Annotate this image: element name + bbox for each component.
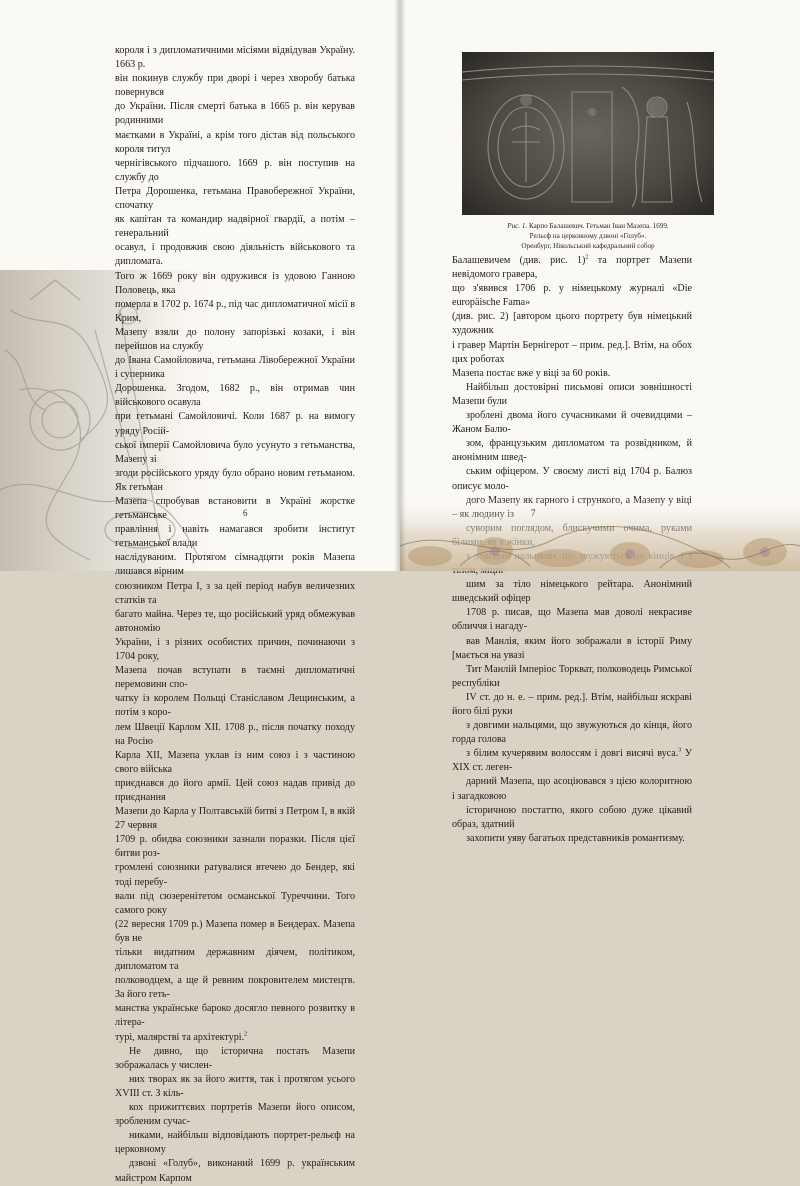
page-number-right: 7	[531, 508, 536, 518]
text-line: померла в 1702 р. 1674 р., під час дипломатичної місії в Крим,	[115, 298, 355, 324]
text-line	[452, 691, 692, 719]
text-line	[452, 409, 692, 437]
text-line: никами, найбільш відповідають портрет-рельєф на церковному	[115, 1130, 355, 1156]
text-line: чатку із королем Польщі Станіславом Лещинським, а потім з коро-	[115, 693, 355, 719]
text-line-content: шим за тіло німецького рейтара. Анонімний шведський офіцер	[452, 579, 692, 605]
text-line: маєтками в Україні, а крім того дістав від польського короля титул	[115, 129, 355, 155]
text-line: кох прижиттєвих портретів Мазепи його описом, зробленим сучас-	[115, 1102, 355, 1128]
footnote-mark: 2	[585, 254, 589, 261]
text-line	[452, 254, 692, 282]
text-line-content: дарний Мазепа, що асоціювався з цією колоритною і загадковою	[452, 776, 692, 802]
text-line-content: IV ст. до н. е. – прим. ред.]. Втім, найбільш яскраві його білі руки	[452, 691, 692, 717]
text-line-content: зроблені двома його сучасниками й очевидцями – Жаном Балю-	[452, 410, 692, 436]
text-line-content: Найбільш достовірні письмові описи зовнішності Мазепи були	[452, 381, 692, 407]
text-line: при гетьмані Самойловичі. Коли 1687 р. на вимогу уряду Росій-	[115, 411, 355, 437]
left-page	[0, 0, 400, 1184]
text-line: згоди російського уряду було обрано новим гетьманом. Як гетьман	[115, 467, 355, 493]
text-line: полководцем, а ще й ревним покровителем мистецтв. За його геть-	[115, 975, 355, 1001]
text-line	[452, 747, 692, 775]
text-line	[452, 804, 692, 832]
text-line: Карла XII, Мазепа уклав із ним союз і з частиною свого війська	[115, 749, 355, 775]
text-line: Петра Дорошенка, гетьмана Правобережної України, спочатку	[115, 185, 355, 212]
text-line: манства українське бароко досягло певного розвитку в літера-	[115, 1003, 355, 1029]
text-line-content: з довгими нальцями, що звужуються до кінця, його горда голова	[452, 720, 692, 746]
left-paragraph-2	[115, 1045, 355, 1186]
text-line	[115, 1031, 355, 1045]
text-line: і гравер Мартін Бернігерот – прим. ред.]. Втім, на обох цих роботах	[452, 339, 692, 365]
left-body-text	[115, 44, 355, 1186]
caption-line-3: Оренбург, Нікольський кафедральний собор	[521, 242, 655, 250]
text-line: наслідуваним. Протягом сімнадцяти років Мазепа лишався вірним	[115, 552, 355, 578]
text-line: Мазепа почав вступати в таємні дипломатичні перемовини спо-	[115, 665, 355, 691]
left-paragraph-1	[115, 44, 355, 1045]
text-line: що з'явився 1706 р. у німецькому журналі «Die europäische Fama»	[452, 283, 692, 309]
text-line: (22 вересня 1709 р.) Мазепа помер в Бендерах. Мазепа був не	[115, 918, 355, 944]
text-line	[452, 606, 692, 634]
text-line-content: 1708 р. писав, що Мазепа мав доволі некрасиве обличчя і нагаду-	[452, 607, 692, 633]
text-line: вали під сюзеренітетом османської Туреччини. Того самого року	[115, 890, 355, 916]
text-line	[452, 663, 692, 691]
text-line	[452, 381, 692, 409]
text-line: короля і з дипломатичними місіями відвідував Україну. 1663 р.	[115, 45, 355, 71]
text-line: ської імперії Самойловича було усунуто з гетьманства, Мазепу зі	[115, 439, 355, 465]
text-line	[452, 635, 692, 663]
text-line	[452, 719, 692, 747]
book-gutter	[394, 0, 406, 571]
text-line: Мазепи до Карла у Полтавській битві з Петром І, в якій 27 червня	[115, 806, 355, 832]
text-line	[452, 775, 692, 803]
footnote-mark: 3	[678, 747, 682, 754]
text-line: до України. Після смерті батька в 1665 р. він керував родинними	[115, 101, 355, 127]
text-line-content: турі, малярстві та архітектурі.	[115, 1031, 245, 1043]
text-line: громлені союзники ратувалися втечею до Бендер, які тоді перебу-	[115, 862, 355, 888]
text-line: як капітан та командир надвірної гвардії, а потім – генеральний	[115, 214, 355, 240]
text-line-content: захопити уяву багатьох представників романтизму.	[466, 832, 685, 844]
text-line: (див. рис. 2) [автором цього портрету був німецький художник	[452, 311, 692, 337]
text-line: Не дивно, що історична постать Мазепи зображалась у числен-	[115, 1045, 355, 1071]
text-line: до Івана Самойловича, гетьмана Лівобережної України і суперника	[115, 355, 355, 381]
text-line	[452, 578, 692, 606]
text-line: 1709 р. обидва союзники зазнали поразки. Після цієї битви роз-	[115, 834, 355, 860]
text-line: Мазепа спробував встановити в Україні жорстке гетьманське	[115, 496, 355, 522]
text-line: Мазепу взяли до полону запорізькі козаки, і він перейшов на службу	[115, 326, 355, 352]
text-line: лем Швеції Карлом XII. 1708 р., після початку походу на Росію	[115, 721, 355, 747]
text-line: правління і навіть намагався зробити інститут гетьманської влади	[115, 524, 355, 550]
right-page	[400, 0, 800, 844]
text-line: тільки видатним державним діячем, політиком, дипломатом та	[115, 947, 355, 973]
text-line: України, і з різних особистих причин, починаючи з 1704 року,	[115, 636, 355, 663]
text-line: Мазепа постає вже у віці за 60 років.	[452, 367, 611, 379]
text-line-content: з білим кучерявим волоссям і довгі висячі вуса.	[466, 748, 679, 760]
right-paragraph-2	[452, 381, 692, 846]
bell-relief-icon	[462, 52, 714, 215]
text-line: Дорошенка. Згодом, 1682 р., він отримав чин військового осавула	[115, 383, 355, 409]
text-line-content: вав Манлія, яким його зображали в історії Риму [мається на увазі	[452, 635, 692, 661]
text-line-content: Тит Манлій Імперіос Торкват, полководець Римської республіки	[452, 663, 692, 689]
right-paragraph-1	[452, 254, 692, 381]
figure-caption	[452, 221, 724, 251]
text-line-content: ським офіцером. У своєму листі від 1704 р. Балюз описує моло-	[452, 466, 692, 492]
text-line	[452, 832, 692, 846]
text-line: союзником Петра І, з за цей період набув величезних статків та	[115, 580, 355, 606]
text-line-content: та портрет Мазепи невідомого гравера,	[452, 255, 692, 281]
text-line: Того ж 1669 року він одружився із удовою Ганною Половець, яка	[115, 270, 355, 296]
text-line-content: У ХІХ ст. леген-	[452, 748, 693, 774]
text-line: дзвоні «Голуб», виконаний 1699 р. українським майстром Карпом	[115, 1158, 355, 1184]
caption-label: Рис. 1.	[507, 222, 528, 230]
page-number-left: 6	[243, 508, 248, 518]
caption-line-1: Карпо Балашевич. Гетьман Іван Мазепа. 1699.	[528, 222, 669, 230]
text-line: осавул, і продовжив свою діяльність військового та дипломата.	[115, 242, 355, 268]
text-line: чернігівського підчашого. 1669 р. він поступив на службу до	[115, 157, 355, 183]
text-line-content: Балашевичем (див. рис. 1)	[452, 255, 586, 266]
bell-relief-image	[462, 52, 714, 215]
text-line-content: зом, французьким дипломатом та розвідником, й анонімним швед-	[452, 438, 692, 464]
text-line: них творах як за його життя, так і протягом усього XVIII ст. З кіль-	[115, 1073, 355, 1099]
text-line-content: історичною постаттю, якого собою дуже цікавий образ, здатний	[452, 804, 692, 830]
text-line: він покинув службу при дворі і через хворобу батька повернувся	[115, 73, 355, 99]
text-line: приєднався до його армії. Цей союз надав привід до приєднання	[115, 777, 355, 803]
text-line: багато майна. Через те, що російський уряд обмежував автономію	[115, 608, 355, 634]
footnote-mark: 2	[244, 1031, 248, 1038]
text-line	[452, 437, 692, 465]
floral-embroidery-ornament-icon	[400, 496, 800, 571]
caption-line-2: Рельєф на церковному дзвоні «Голуб».	[529, 232, 647, 240]
text-line	[452, 465, 692, 493]
